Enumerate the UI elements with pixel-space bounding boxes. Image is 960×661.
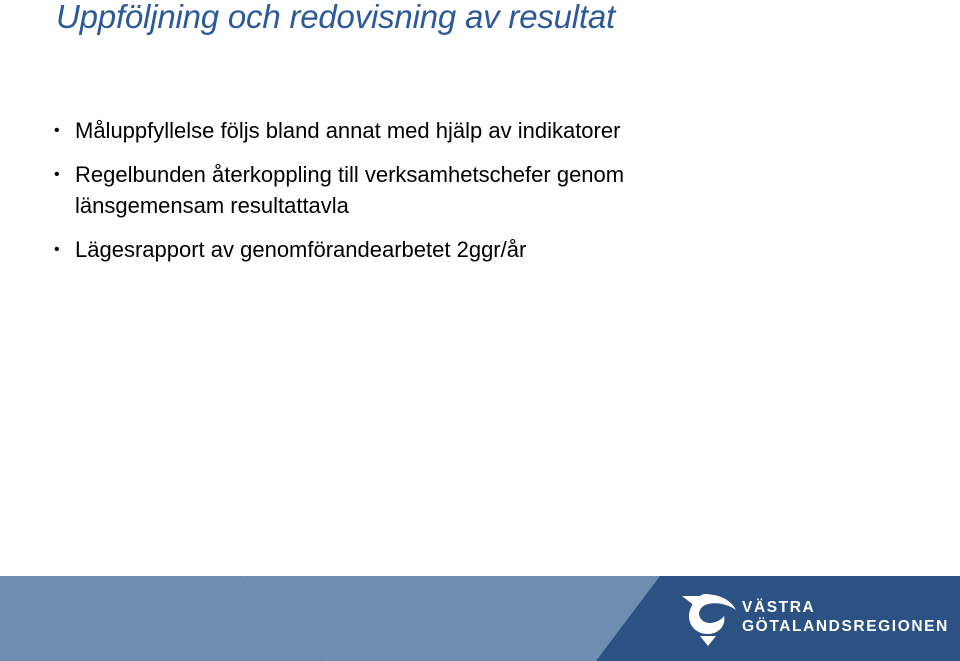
vgr-logo-mark-icon xyxy=(680,592,740,647)
vgr-logo-text xyxy=(742,598,949,636)
bullet-list xyxy=(54,115,934,278)
bullet-dot-icon: • xyxy=(54,122,60,139)
bullet-item xyxy=(54,159,755,221)
bullet-item xyxy=(54,234,934,265)
bullet-dot-icon: • xyxy=(54,166,60,183)
vgr-logo xyxy=(680,592,950,647)
slide-title: Uppföljning och redovisning av resultat xyxy=(56,0,616,35)
bullet-dot-icon: • xyxy=(54,241,60,258)
logo-line-1: VÄSTRA xyxy=(742,599,816,616)
bullet-text: Regelbunden återkoppling till verksamhetschefer genom länsgemensam resultattavla xyxy=(75,162,625,218)
logo-line-2: GÖTALANDSREGIONEN xyxy=(742,618,949,635)
bullet-item xyxy=(54,115,934,146)
bullet-text: Måluppfyllelse följs bland annat med hjälp av indikatorer xyxy=(75,118,621,143)
bullet-text: Lägesrapport av genomförandearbetet 2ggr/år xyxy=(75,237,527,262)
